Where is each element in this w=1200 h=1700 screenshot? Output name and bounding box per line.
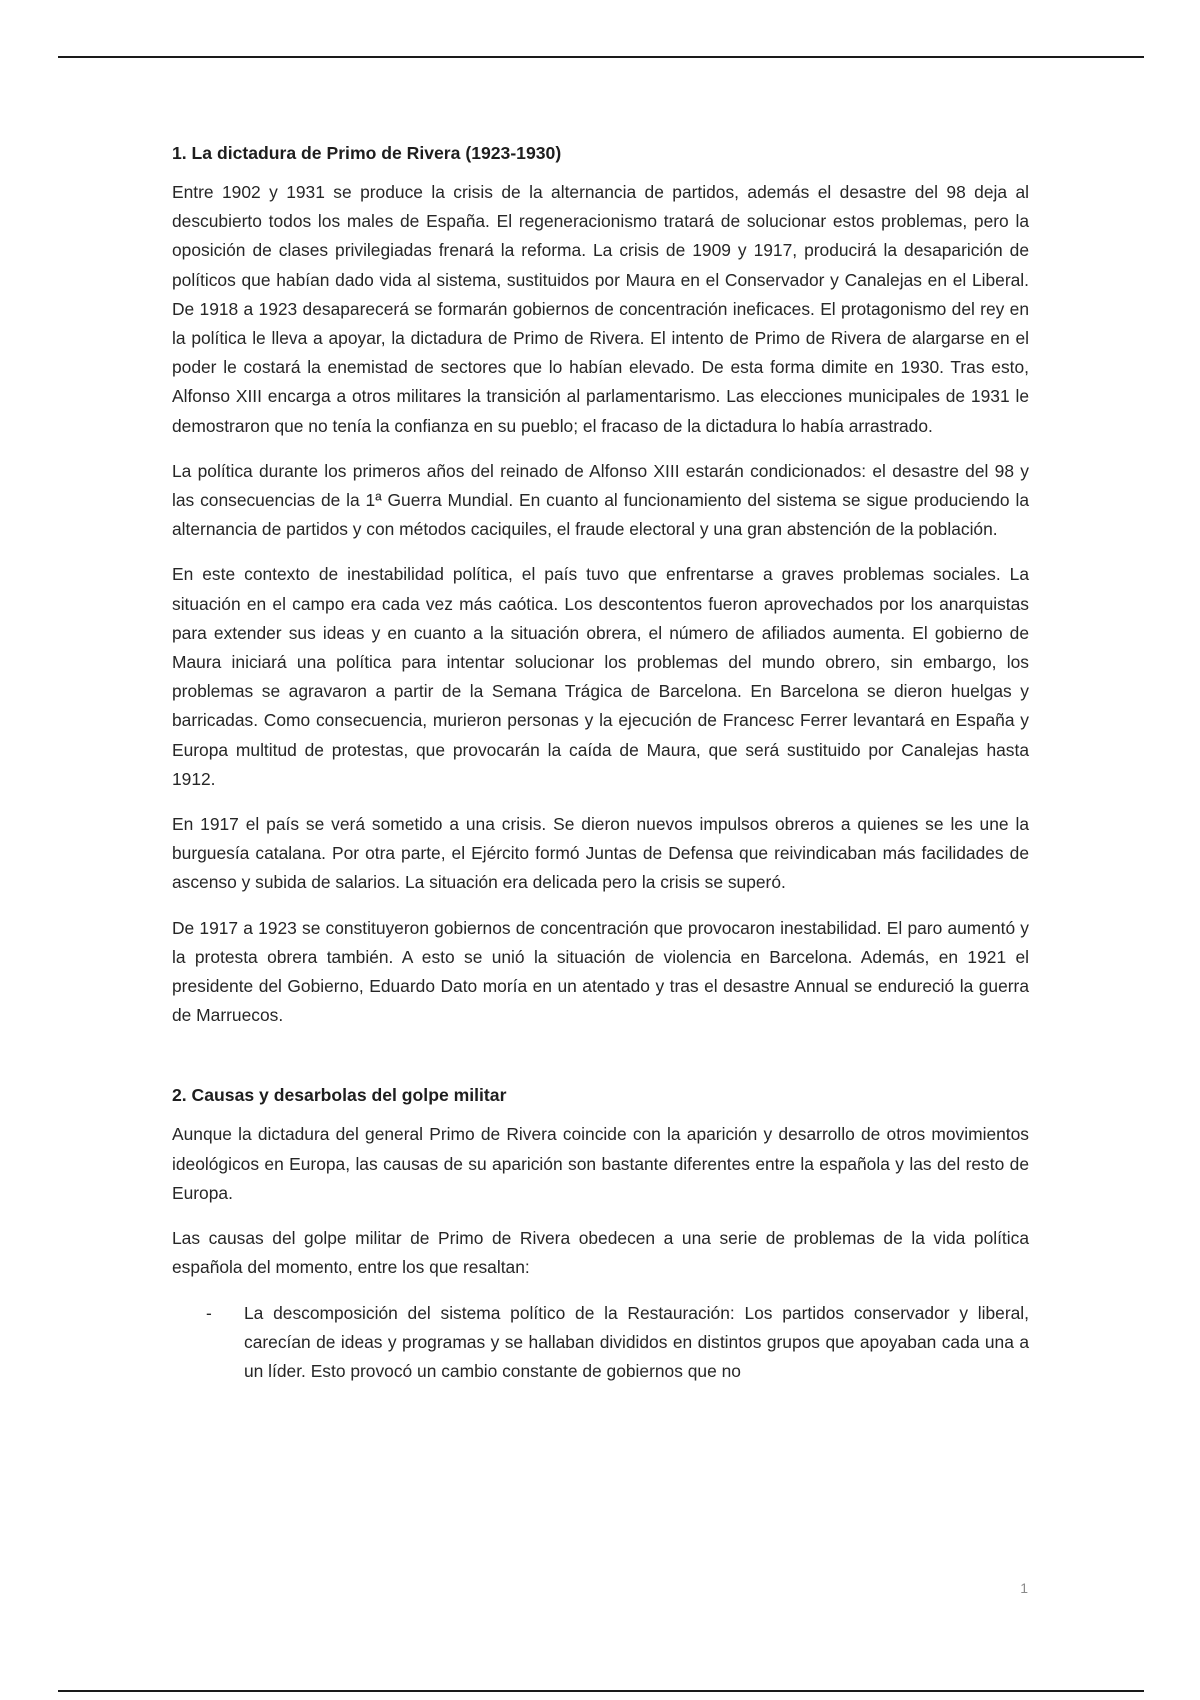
causes-list (172, 1299, 1029, 1387)
section-1-paragraph-3: En este contexto de inestabilidad política, el país tuvo que enfrentarse a graves problemas sociales. La situación en el campo era cada vez más caótica. Los descontentos fueron aprovechados por los anarquistas para extender sus ideas y en cuanto a la situación obrera, el número de afiliados aumenta. El gobierno de Maura iniciará una política para intentar solucionar los problemas del mundo obrero, sin embargo, los problemas se agravaron a partir de la Semana Trágica de Barcelona. En Barcelona se dieron huelgas y barricadas. Como consecuencia, murieron personas y la ejecución de Francesc Ferrer levantará en España y Europa multitud de protestas, que provocarán la caída de Maura, que será sustituido por Canalejas hasta 1912. (172, 564, 1029, 789)
list-dash-marker: - (206, 1302, 212, 1323)
section-2-paragraph-1: Aunque la dictadura del general Primo de Rivera coincide con la aparición y desarrollo de otros movimientos ideológicos en Europa, las causas de su aparición son bastante diferentes entre la española y las del resto de Europa. (172, 1124, 1029, 1203)
section-2-paragraph-2: Las causas del golpe militar de Primo de Rivera obedecen a una serie de problemas de la vida política española del momento, entre los que resaltan: (172, 1228, 1029, 1278)
section-1-paragraph-2: La política durante los primeros años del reinado de Alfonso XIII estarán condicionados: el desastre del 98 y las consecuencias de la 1ª Guerra Mundial. En cuanto al funcionamiento del sistema se sigue produciendo la alternancia de partidos y con métodos caciquiles, el fraude electoral y una gran abstención de la población. (172, 460, 1029, 540)
section-1-paragraph-5: De 1917 a 1923 se constituyeron gobiernos de concentración que provocaron inestabilidad. El paro aumentó y la protesta obrera también. A esto se unió la situación de violencia en Barcelona. Además, en 1921 el presidente del Gobierno, Eduardo Dato moría en un atentado y tras el desastre Annual se endureció la guerra de Marruecos. (172, 917, 1029, 1026)
section-1-paragraph-1: Entre 1902 y 1931 se produce la crisis de la alternancia de partidos, además el desastre del 98 deja al descubierto todos los males de España. El regeneracionismo tratará de solucionar estos problemas, pero la oposición de clases privilegiadas frenará la reforma. La crisis de 1909 y 1917, producirá la desaparición de políticos que habían dado vida al sistema, sustituidos por Maura en el Conservador y Canalejas en el Liberal. De 1918 a 1923 desaparecerá se formarán gobiernos de concentración ineficaces. El protagonismo del rey en la política le lleva a apoyar, la dictadura de Primo de Rivera. El intento de Primo de Rivera de alargarse en el poder le costará la enemistad de sectores que lo habían elevado. De esta forma dimite en 1930. Tras esto, Alfonso XIII encarga a otros militares la transición al parlamentarismo. Las elecciones municipales de 1931 le demostraron que no tenía la confianza en su pueblo; el fracaso de la dictadura lo había arrastrado. (172, 182, 1029, 436)
list-item (172, 1299, 1029, 1387)
document-body (172, 140, 1029, 1386)
footer-rule (58, 1690, 1144, 1692)
section-1-paragraph-4: En 1917 el país se verá sometido a una crisis. Se dieron nuevos impulsos obreros a quienes se les une la burguesía catalana. Por otra parte, el Ejército formó Juntas de Defensa que reivindicaban más facilidades de ascenso y subida de salarios. La situación era delicada pero la crisis se superó. (172, 814, 1029, 893)
page-number: 1 (1020, 1580, 1028, 1596)
header-rule (58, 56, 1144, 58)
list-item-text: La descomposición del sistema político de la Restauración: Los partidos conservador y liberal, carecían de ideas y programas y se hallaban divididos en distintos grupos que apoyaban cada una a un líder. Esto provocó un cambio constante de gobiernos que no (244, 1302, 1029, 1381)
section-1-heading: 1. La dictadura de Primo de Rivera (1923-1930) (172, 143, 562, 163)
section-2-heading: 2. Causas y desarbolas del golpe militar (172, 1085, 507, 1106)
